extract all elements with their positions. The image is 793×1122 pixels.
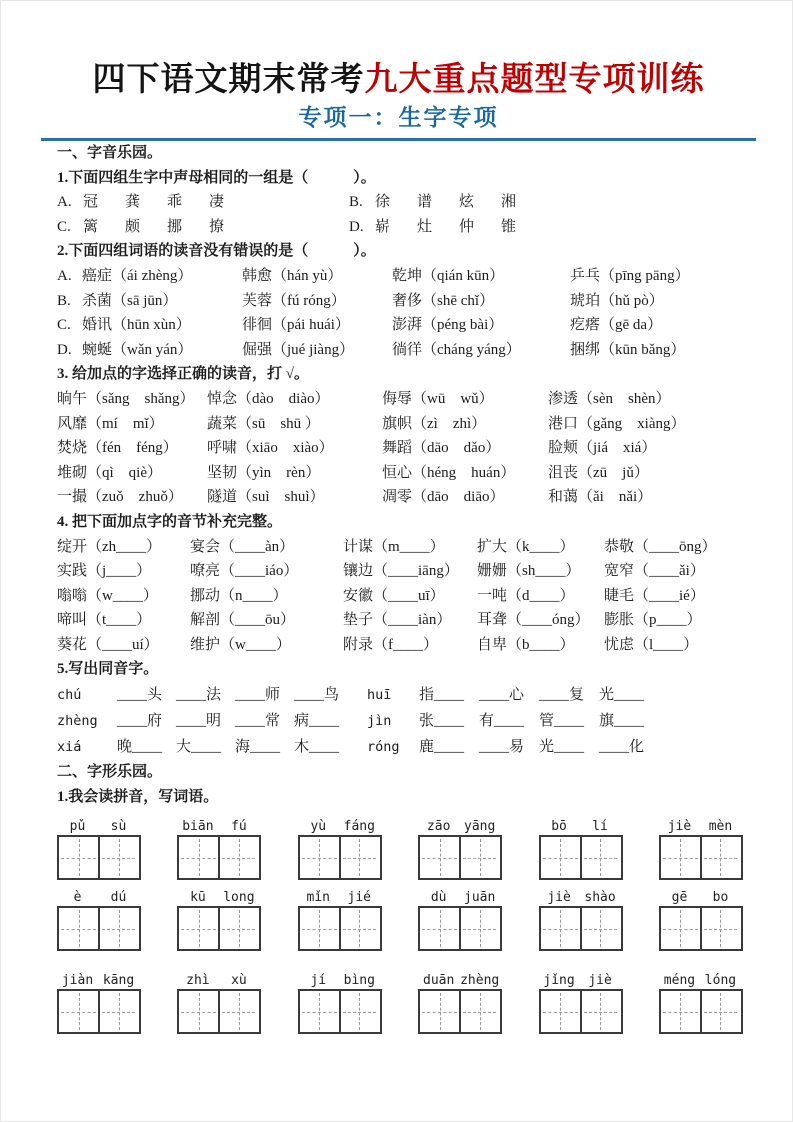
question-4-row <box>57 608 740 633</box>
tian-cell <box>661 908 700 949</box>
pinyin-pair: jiè shào <box>547 890 616 906</box>
tian-cell <box>541 837 580 878</box>
word-box-group <box>177 969 261 1034</box>
tian-cell <box>179 837 218 878</box>
option-label: D. <box>349 218 364 235</box>
word-item: 侮辱（wū wǔ） <box>382 390 494 407</box>
tian-cell <box>661 991 700 1032</box>
word-box-group <box>57 886 141 951</box>
word-item: 坚韧（yìn rèn） <box>207 464 321 481</box>
homophone-blank: ____化 <box>599 739 645 756</box>
word-box-group <box>418 886 502 951</box>
question-3-row <box>57 436 740 461</box>
homophone-blank: ____鸟 <box>294 687 340 704</box>
syllable-blank-item: 镶边（____iāng） <box>343 563 459 580</box>
word-item: 焚烧（fén féng） <box>57 440 178 457</box>
word-item: 晌午（sǎng shǎng） <box>57 390 195 407</box>
homophone-blank: 光____ <box>539 739 585 756</box>
pinyin-label: róng <box>367 739 400 756</box>
tian-cell <box>580 837 619 878</box>
writing-box-row-1 <box>57 815 743 880</box>
tian-cell <box>580 908 619 949</box>
pinyin-pair: yù fáng <box>310 819 375 835</box>
writing-box <box>177 989 261 1034</box>
writing-box <box>418 906 502 951</box>
option-label: A. <box>57 267 72 284</box>
syllable-blank-item: 维护（w____） <box>190 636 291 653</box>
pinyin-pair: méng lóng <box>663 973 737 989</box>
pinyin-pair: duān zhèng <box>423 973 500 989</box>
homophone-blank: ____师 <box>235 687 281 704</box>
pinyin-label: jìn <box>367 713 392 730</box>
syllable-blank-item: 忧虑（l____） <box>604 636 699 653</box>
writing-box <box>298 835 382 880</box>
pinyin-pair: zhì xù <box>186 973 247 989</box>
question-2-option-C <box>57 313 740 338</box>
tian-cell <box>218 837 257 878</box>
tian-cell <box>420 908 459 949</box>
option-label: C. <box>57 317 71 334</box>
word-item: 澎湃（péng bài） <box>392 317 504 334</box>
tian-cell <box>218 991 257 1032</box>
tian-cell <box>59 837 98 878</box>
tian-cell <box>300 991 339 1032</box>
syllable-blank-item: 挪动（n____） <box>190 587 288 604</box>
tian-cell <box>580 991 619 1032</box>
question-2-text: 2.下面四组词语的读音没有错误的是（ ）。 <box>57 243 376 260</box>
syllable-blank-item: 绽开（zh____） <box>57 538 162 555</box>
page-title <box>57 57 740 103</box>
tian-cell <box>420 837 459 878</box>
word-item: 港口（gǎng xiàng） <box>548 415 686 432</box>
option-label: B. <box>349 194 363 211</box>
pinyin-pair: pǔ sù <box>69 819 127 835</box>
word-item: 蜿蜒（wǎn yán） <box>82 341 193 358</box>
writing-box <box>659 906 743 951</box>
pinyin-pair: bō lí <box>551 819 608 835</box>
tian-cell <box>59 908 98 949</box>
tian-cell <box>98 908 137 949</box>
word-item: 隧道（suì shuì） <box>207 489 325 506</box>
syllable-blank-item: 膨胀（p____） <box>604 612 702 629</box>
pinyin-label: xiá <box>57 739 82 756</box>
writing-box <box>659 989 743 1034</box>
section-1-heading: 一、字音乐园。 <box>57 145 163 161</box>
question-5-row <box>57 682 740 708</box>
syllable-blank-item: 安徽（____uī） <box>343 587 445 604</box>
section-2-question-1-text: 1.我会读拼音，写词语。 <box>57 788 219 805</box>
word-item: 癌症（ái zhèng） <box>82 267 193 284</box>
word-box-group <box>298 969 382 1034</box>
syllable-blank-item: 葵花（____uí） <box>57 636 159 653</box>
word-item: 恒心（héng huán） <box>382 464 516 481</box>
homophone-blank: ____易 <box>479 739 525 756</box>
word-item: 堆砌（qì qiè） <box>57 464 162 481</box>
tian-cell <box>420 991 459 1032</box>
pinyin-pair: biān fú <box>182 819 247 835</box>
tian-cell <box>300 908 339 949</box>
word-item: 凋零（dāo diāo） <box>382 489 505 506</box>
word-item: 韩愈（hán yù） <box>242 267 343 284</box>
tian-cell <box>700 908 739 949</box>
word-box-group <box>659 969 743 1034</box>
word-box-group <box>659 886 743 951</box>
writing-box <box>177 906 261 951</box>
page-subtitle: 专项一：生字专项 <box>298 105 499 130</box>
writing-box <box>57 906 141 951</box>
writing-box <box>539 989 623 1034</box>
homophone-blank: 鹿____ <box>419 739 465 756</box>
pinyin-label: chú <box>57 687 82 704</box>
word-box-group <box>539 886 623 951</box>
homophone-blank: ____心 <box>479 687 525 704</box>
word-item: 乾坤（qián kūn） <box>392 267 505 284</box>
homophone-blank: 木____ <box>294 739 340 756</box>
tian-cell <box>700 837 739 878</box>
homophone-blank: 海____ <box>235 739 281 756</box>
page-title-black: 四下语文期末常考 <box>92 62 365 98</box>
pinyin-pair: gē bo <box>671 890 729 906</box>
syllable-blank-item: 计谋（m____） <box>343 538 445 555</box>
writing-box <box>298 906 382 951</box>
word-item: 旗帜（zì zhì） <box>382 415 487 432</box>
question-1-options-row-1 <box>57 190 740 215</box>
homophone-blank: 病____ <box>294 713 340 730</box>
option-D <box>349 215 740 240</box>
homophone-blank: ____头 <box>117 687 163 704</box>
syllable-blank-item: 附录（f____） <box>343 636 438 653</box>
pinyin-pair: jiàn kāng <box>61 973 135 989</box>
option-C <box>57 215 349 240</box>
tian-cell <box>541 991 580 1032</box>
section-2-heading: 二、字形乐园。 <box>57 764 163 781</box>
question-2-option-B <box>57 289 740 314</box>
tian-cell <box>459 837 498 878</box>
writing-box <box>539 906 623 951</box>
pinyin-pair: kū long <box>190 890 255 906</box>
word-box-group <box>539 815 623 880</box>
word-item: 琥珀（hǔ pò） <box>570 292 664 309</box>
option-characters: 冠 龚 乖 凄 <box>83 194 225 211</box>
writing-box <box>177 835 261 880</box>
question-3-row <box>57 412 740 437</box>
syllable-blank-item: 自卑（b____） <box>477 636 575 653</box>
homophone-blank: 旗____ <box>599 713 645 730</box>
syllable-blank-item: 一吨（d____） <box>477 587 575 604</box>
tian-cell <box>339 837 378 878</box>
question-5-row <box>57 734 740 760</box>
word-item: 蔬菜（sū shū ） <box>207 415 320 432</box>
option-characters: 篱 颇 挪 撩 <box>83 218 225 235</box>
homophone-blank: ____常 <box>235 713 281 730</box>
tian-cell <box>179 908 218 949</box>
syllable-blank-item: 嗡嗡（w____） <box>57 587 158 604</box>
question-3-row <box>57 461 740 486</box>
pinyin-pair: jiè mèn <box>667 819 733 835</box>
word-item: 呼啸（xiāo xiào） <box>207 440 334 457</box>
word-box-group <box>298 815 382 880</box>
syllable-blank-item: 恭敬（____ōng） <box>604 538 717 555</box>
word-item: 捆绑（kūn bǎng） <box>570 341 686 358</box>
question-5-text: 5.写出同音字。 <box>57 661 159 678</box>
word-item: 悼念（dào diào） <box>207 390 330 407</box>
pinyin-pair: jǐng jiè <box>543 973 612 989</box>
word-item: 疙瘩（gē da） <box>570 317 663 334</box>
word-box-group <box>418 815 502 880</box>
word-item: 和蔼（ǎi nǎi） <box>548 489 653 506</box>
word-item: 奢侈（shē chǐ） <box>392 292 495 309</box>
tian-cell <box>541 908 580 949</box>
syllable-blank-item: 宽窄（____ǎi） <box>604 563 705 580</box>
syllable-blank-item: 垫子（____iàn） <box>343 612 452 629</box>
pinyin-label: zhèng <box>57 713 98 730</box>
word-item: 渗透（sèn shèn） <box>548 390 671 407</box>
writing-box-row-2 <box>57 886 743 951</box>
word-item: 沮丧（zū jǔ） <box>548 464 649 481</box>
question-1-options-row-2 <box>57 215 740 240</box>
writing-box <box>659 835 743 880</box>
question-5-row <box>57 708 740 734</box>
question-4-row <box>57 535 740 560</box>
option-characters: 崭 灶 仲 锥 <box>375 218 517 235</box>
homophone-blank: 光____ <box>599 687 645 704</box>
question-2-option-A <box>57 264 740 289</box>
tian-cell <box>459 991 498 1032</box>
pinyin-label: huī <box>367 687 392 704</box>
writing-box <box>418 835 502 880</box>
homophone-blank: ____明 <box>176 713 222 730</box>
syllable-blank-item: 睫毛（____ié） <box>604 587 705 604</box>
question-3-row <box>57 485 740 510</box>
question-4-row <box>57 584 740 609</box>
word-box-group <box>418 969 502 1034</box>
option-label: A. <box>57 194 72 211</box>
word-item: 风靡（mí mǐ） <box>57 415 164 432</box>
tian-cell <box>218 908 257 949</box>
syllable-blank-item: 嘹亮（____iáo） <box>190 563 299 580</box>
question-2-option-D <box>57 338 740 363</box>
syllable-blank-item: 解剖（____ōu） <box>190 612 296 629</box>
word-item: 芙蓉（fú róng） <box>242 292 346 309</box>
homophone-blank: ____复 <box>539 687 585 704</box>
question-4-text: 4. 把下面加点字的音节补充完整。 <box>57 513 283 530</box>
tian-cell <box>300 837 339 878</box>
writing-box <box>418 989 502 1034</box>
homophone-blank: 有____ <box>479 713 525 730</box>
option-characters: 徐 谱 炫 湘 <box>375 194 517 211</box>
word-box-group <box>57 969 141 1034</box>
pinyin-pair: zāo yāng <box>426 819 496 835</box>
word-item: 舞蹈（dāo dǎo） <box>382 440 501 457</box>
pinyin-pair: jí bìng <box>310 973 375 989</box>
word-item: 脸颊（jiá xiá） <box>548 440 657 457</box>
word-item: 徜徉（cháng yáng） <box>392 341 521 358</box>
pinyin-pair: è dú <box>73 890 127 906</box>
question-1-text: 1.下面四组生字中声母相同的一组是（ ）。 <box>57 169 376 186</box>
syllable-blank-item: 耳聋（____óng） <box>477 612 590 629</box>
option-B <box>349 190 740 215</box>
word-box-group <box>659 815 743 880</box>
syllable-blank-item: 宴会（____àn） <box>190 538 295 555</box>
option-label: C. <box>57 218 71 235</box>
writing-box <box>539 835 623 880</box>
pinyin-pair: mǐn jié <box>306 890 372 906</box>
homophone-blank: 管____ <box>539 713 585 730</box>
word-box-group <box>298 886 382 951</box>
option-A <box>57 190 349 215</box>
syllable-blank-item: 姗姗（sh____） <box>477 563 581 580</box>
word-item: 杀菌（sā jūn） <box>82 292 178 309</box>
writing-box <box>298 989 382 1034</box>
syllable-blank-item: 啼叫（t____） <box>57 612 152 629</box>
word-item: 一撮（zuǒ zhuǒ） <box>57 489 183 506</box>
tian-cell <box>459 908 498 949</box>
pinyin-pair: dù juān <box>430 890 496 906</box>
question-4-row <box>57 559 740 584</box>
homophone-blank: ____法 <box>176 687 222 704</box>
tian-cell <box>98 991 137 1032</box>
writing-box-row-3 <box>57 969 743 1034</box>
option-label: B. <box>57 292 71 309</box>
word-item: 乒乓（pīng pāng） <box>570 267 690 284</box>
homophone-blank: 晚____ <box>117 739 163 756</box>
writing-box <box>57 989 141 1034</box>
tian-cell <box>661 837 700 878</box>
writing-box <box>57 835 141 880</box>
question-3-row <box>57 387 740 412</box>
tian-cell <box>179 991 218 1032</box>
word-box-group <box>177 886 261 951</box>
homophone-blank: 张____ <box>419 713 465 730</box>
tian-cell <box>339 908 378 949</box>
word-item: 徘徊（pái huái） <box>242 317 350 334</box>
tian-cell <box>59 991 98 1032</box>
question-4-row <box>57 633 740 658</box>
page-title-red: 九大重点题型专项训练 <box>364 62 705 98</box>
tian-cell <box>700 991 739 1032</box>
tian-cell <box>339 991 378 1032</box>
tian-cell <box>98 837 137 878</box>
word-item: 倔强（jué jiàng） <box>242 341 355 358</box>
word-item: 婚讯（hūn xùn） <box>82 317 191 334</box>
homophone-blank: 大____ <box>176 739 222 756</box>
question-3-text: 3. 给加点的字选择正确的读音，打 √。 <box>57 366 309 383</box>
homophone-blank: ____府 <box>117 713 163 730</box>
option-label: D. <box>57 341 72 358</box>
word-box-group <box>177 815 261 880</box>
homophone-blank: 指____ <box>419 687 465 704</box>
syllable-blank-item: 实践（j____） <box>57 563 152 580</box>
word-box-group <box>57 815 141 880</box>
syllable-blank-item: 扩大（k____） <box>477 538 575 555</box>
word-box-group <box>539 969 623 1034</box>
